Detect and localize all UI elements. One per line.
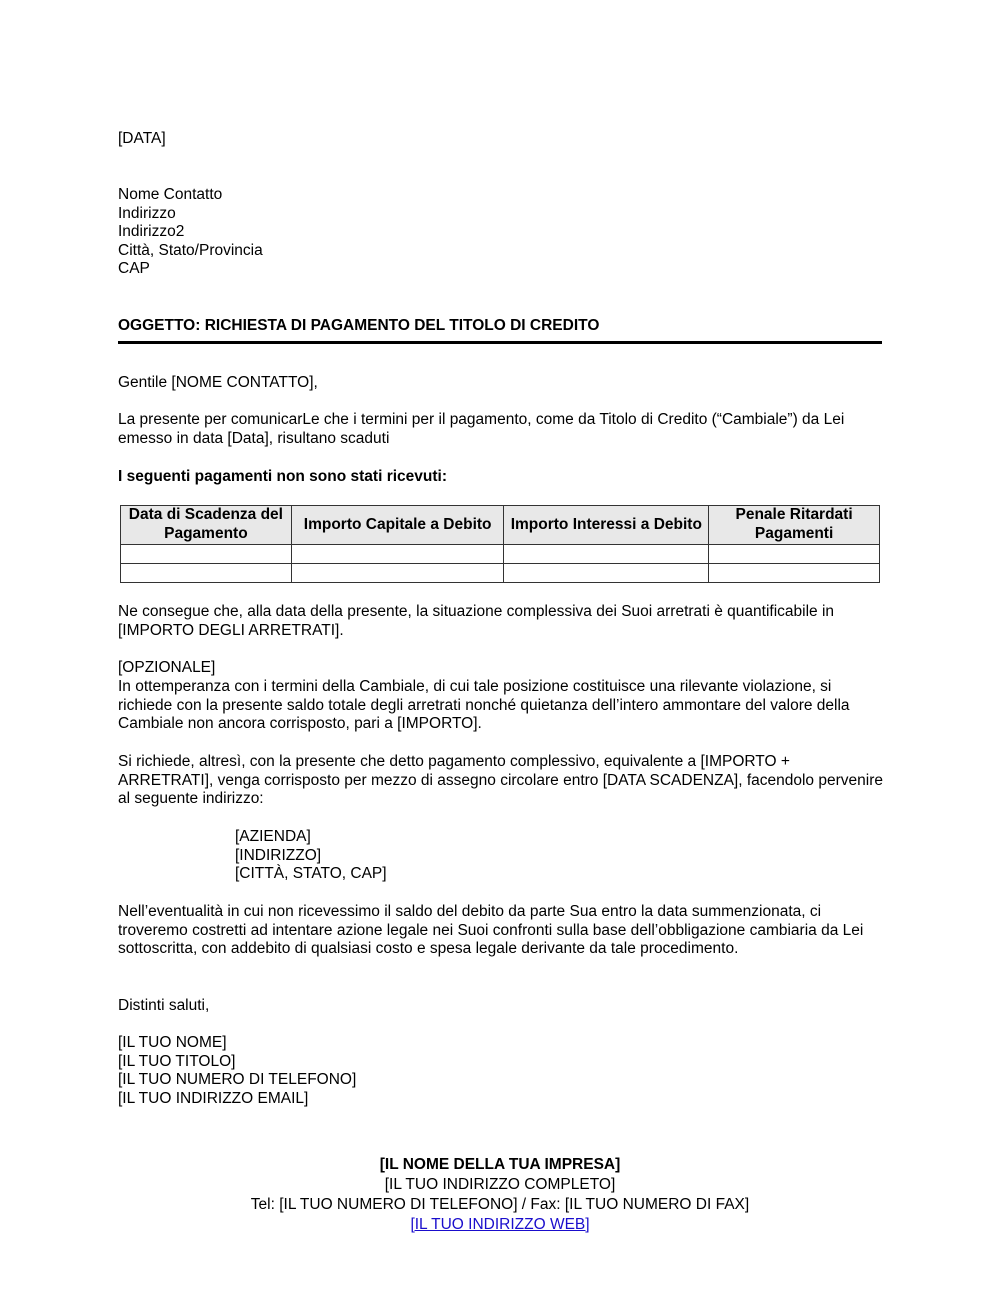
optional-paragraph: In ottemperanza con i termini della Cambiale, di cui tale posizione costituisce una rilevante violazione, si richiede con la presente saldo totale degli arretrati nonché quietanza dell’intero ammontare del valore della Cambiale non ancora corrisposto, pari a [IMPORTO].	[118, 678, 850, 733]
optional-label: [OPZIONALE]	[118, 659, 216, 676]
recipient-address-line2: Indirizzo2	[118, 223, 185, 241]
subject-line: OGGETTO: RICHIESTA DI PAGAMENTO DEL TITOLO DI CREDITO	[118, 317, 600, 334]
footer-company-name: [IL NOME DELLA TUA IMPRESA]	[379, 1156, 621, 1173]
payment-request-paragraph: Si richiede, altresì, con la presente che detto pagamento complessivo, equivalente a [IMPORTO + ARRETRATI], venga corrisposto per mezzo di assegno circolare entro [DATA SCADENZA], facendolo pervenire al seguente indirizzo:	[118, 753, 883, 808]
table-cell	[504, 545, 709, 564]
table-cell	[504, 564, 709, 583]
column-header-interest: Importo Interessi a Debito	[504, 506, 709, 545]
table-cell	[709, 564, 880, 583]
table-cell	[121, 564, 292, 583]
date-placeholder: [DATA]	[118, 130, 166, 147]
column-header-principal: Importo Capitale a Debito	[291, 506, 504, 545]
table-cell	[121, 545, 292, 564]
signature-name: [IL TUO NOME]	[118, 1034, 227, 1051]
table-row	[121, 545, 880, 564]
subject-divider	[118, 341, 882, 344]
recipient-address-line1: Indirizzo	[118, 204, 176, 222]
signature-title: [IL TUO TITOLO]	[118, 1052, 236, 1070]
payment-company: [AZIENDA]	[235, 828, 311, 845]
column-header-due-date: Data di Scadenza del Pagamento	[121, 506, 292, 545]
table-cell	[709, 545, 880, 564]
payment-address: [INDIRIZZO]	[235, 846, 322, 864]
table-cell	[291, 564, 504, 583]
payment-address-block	[235, 828, 387, 884]
recipient-city-state: Città, Stato/Provincia	[118, 241, 263, 259]
closing: Distinti saluti,	[118, 997, 210, 1014]
legal-warning-paragraph: Nell’eventualità in cui non ricevessimo il saldo del debito da parte Sua entro la data summenzionata, ci troveremo costretti ad intentare azione legale nei Suoi confronti sulla base dell’obbligazione cambiaria da Lei sottoscritta, con addebito di qualsiasi costo e spesa legale derivante da tale procedimento.	[118, 903, 864, 958]
intro-paragraph: La presente per comunicarLe che i termini per il pagamento, come da Titolo di Credito (“Cambiale”) da Lei emesso in data [Data], risultano scaduti	[118, 411, 845, 447]
arrears-paragraph: Ne consegue che, alla data della presente, la situazione complessiva dei Suoi arretrati è quantificabile in [IMPORTO DEGLI ARRETRATI].	[118, 603, 835, 639]
payment-city-state-zip: [CITTÀ, STATO, CAP]	[235, 865, 387, 883]
letterhead-footer	[0, 1155, 1000, 1235]
signature-block	[118, 1034, 356, 1108]
column-header-late-penalty: Penale Ritardati Pagamenti	[709, 506, 880, 545]
footer-address: [IL TUO INDIRIZZO COMPLETO]	[384, 1176, 616, 1193]
table-header-row	[121, 506, 880, 545]
signature-phone: [IL TUO NUMERO DI TELEFONO]	[118, 1071, 357, 1089]
table-cell	[291, 545, 504, 564]
recipient-postal-code: CAP	[118, 260, 150, 278]
table-heading: I seguenti pagamenti non sono stati ricevuti:	[118, 468, 447, 485]
footer-contact: Tel: [IL TUO NUMERO DI TELEFONO] / Fax: [IL TUO NUMERO DI FAX]	[250, 1196, 750, 1213]
footer-website-link[interactable]: [IL TUO INDIRIZZO WEB]	[410, 1216, 590, 1233]
signature-email: [IL TUO INDIRIZZO EMAIL]	[118, 1089, 309, 1107]
payments-table	[120, 505, 880, 583]
salutation: Gentile [NOME CONTATTO],	[118, 374, 318, 391]
recipient-address	[118, 186, 263, 279]
recipient-name: Nome Contatto	[118, 186, 223, 203]
table-row	[121, 564, 880, 583]
